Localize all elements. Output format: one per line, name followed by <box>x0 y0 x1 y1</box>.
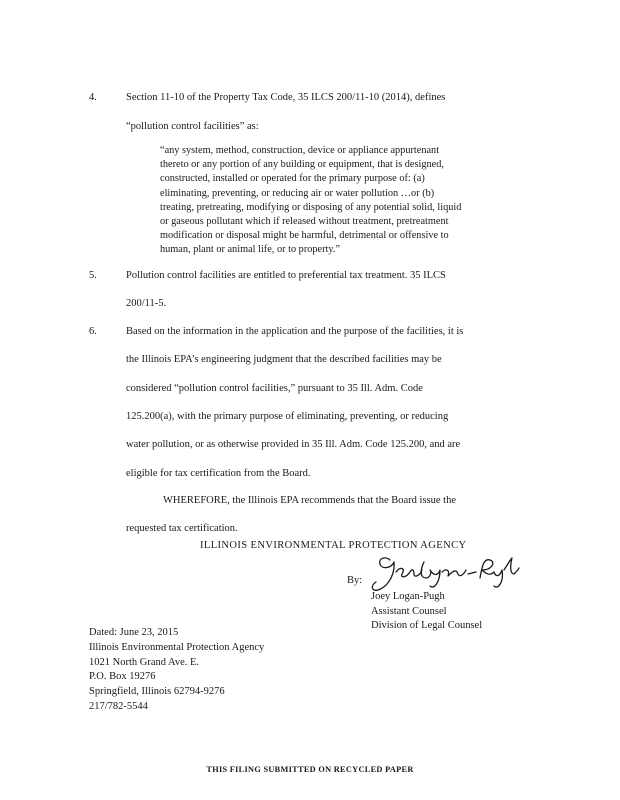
signature-stroke <box>468 572 476 574</box>
paragraph-line: Pollution control facilities are entitled to preferential tax treatment. 35 ILCS <box>126 270 446 281</box>
quote-line: or gaseous pollutant which if released without treatment, pretreatment <box>160 216 449 228</box>
paragraph-line: 200/11-5. <box>126 298 167 309</box>
quote-line: treating, pretreating, modifying or disposing of any potential solid, liquid <box>160 201 462 213</box>
wherefore-clause: WHEREFORE, the Illinois EPA recommends that the Board issue the <box>163 495 456 506</box>
paragraph-line: the Illinois EPA’s engineering judgment that the described facilities may be <box>126 354 442 365</box>
address-line: Illinois Environmental Protection Agency <box>89 641 265 653</box>
paragraph-number: 6. <box>89 326 97 337</box>
by-label: By: <box>347 575 363 586</box>
paragraph-5 <box>89 262 529 289</box>
phone-line: 217/782-5544 <box>89 700 148 712</box>
agency-name: ILLINOIS ENVIRONMENTAL PROTECTION AGENCY <box>200 540 467 551</box>
quote-line: human, plant or animal life, or to property.” <box>160 244 341 256</box>
block-quote <box>160 144 518 258</box>
address-line: P.O. Box 19276 <box>89 671 156 683</box>
paragraph-number: 4. <box>89 92 97 103</box>
signature-stroke <box>372 558 394 590</box>
signer-name: Joey Logan-Pugh <box>371 591 445 602</box>
signature-stroke <box>396 568 422 576</box>
paragraph-line: considered “pollution control facilities,” pursuant to 35 Ill. Adm. Code <box>126 383 423 394</box>
signature-stroke <box>421 562 440 587</box>
address-line: 1021 North Grand Ave. E. <box>89 656 200 668</box>
paragraph-line: “pollution control facilities” as: <box>126 121 259 132</box>
signer-title: Assistant Counsel <box>371 605 447 617</box>
paragraph-line: 125.200(a), with the primary purpose of eliminating, preventing, or reducing <box>126 411 449 422</box>
quote-line: modification or disposal might be harmful, detrimental or offensive to <box>160 230 449 242</box>
paragraph-line: Based on the information in the application and the purpose of the facilities, it is <box>126 326 464 337</box>
quote-line: eliminating, preventing, or reducing air or water pollution …or (b) <box>160 187 435 199</box>
dated-address-block <box>89 626 264 715</box>
paragraph-number: 5. <box>89 270 97 281</box>
signer-block <box>371 590 482 634</box>
quote-line: constructed, installed or operated for the primary purpose of: (a) <box>160 173 425 185</box>
dated-line: Dated: June 23, 2015 <box>89 627 179 638</box>
paragraph-4 <box>89 84 529 111</box>
footer-note: THIS FILING SUBMITTED ON RECYCLED PAPER <box>206 765 414 774</box>
paragraph-6 <box>89 318 529 345</box>
quote-line: thereto or any portion of any building or equipment, that is designed, <box>160 159 444 171</box>
wherefore-continuation: requested tax certification. <box>126 523 238 534</box>
signature-stroke <box>442 570 466 576</box>
address-line: Springfield, Illinois 62794-9276 <box>89 686 225 698</box>
quote-line: “any system, method, construction, device or appliance appurtenant <box>160 145 440 156</box>
signer-division: Division of Legal Counsel <box>371 620 483 631</box>
paragraph-line: eligible for tax certification from the Board. <box>126 468 311 479</box>
signature-stroke <box>480 558 519 587</box>
handwritten-signature <box>370 552 520 594</box>
paragraph-line: Section 11-10 of the Property Tax Code, 35 ILCS 200/11-10 (2014), defines <box>126 92 446 103</box>
paragraph-line: water pollution, or as otherwise provided in 35 Ill. Adm. Code 125.200, and are <box>126 439 461 450</box>
